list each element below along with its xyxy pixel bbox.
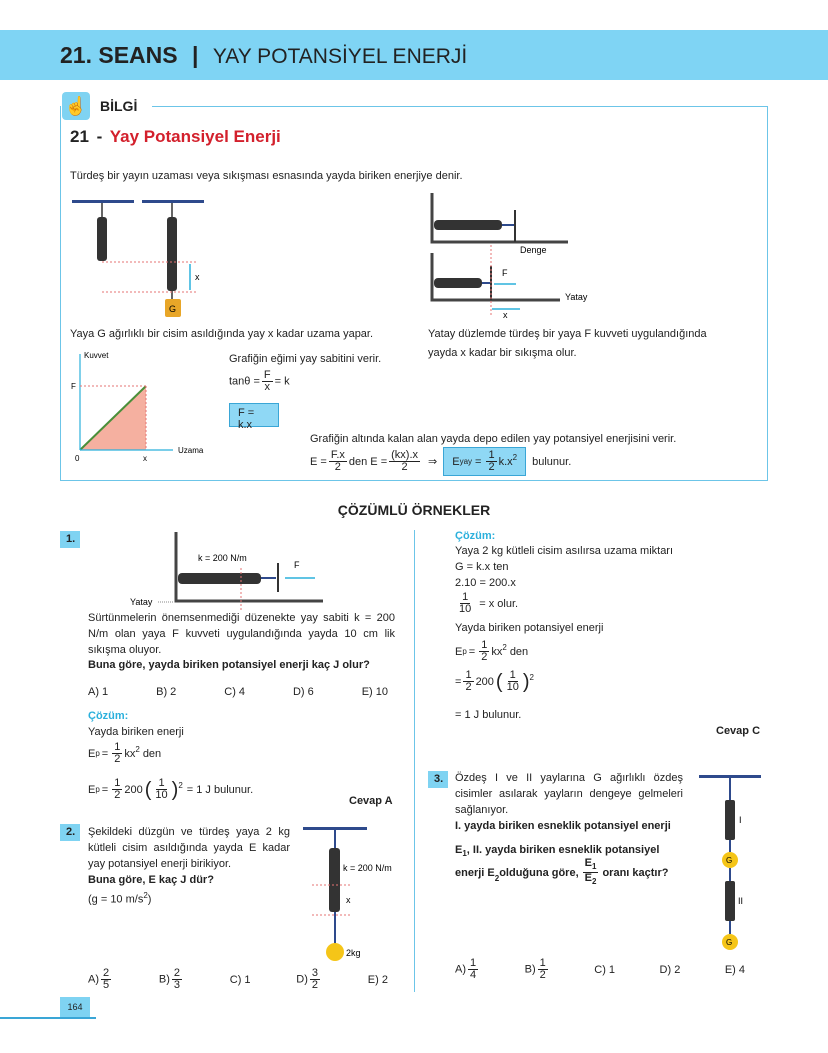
n1: F.x — [330, 449, 345, 461]
bulunur: bulunur. — [532, 455, 572, 468]
session-number: 21. SEANS — [60, 42, 178, 68]
svg-text:F: F — [294, 560, 300, 570]
fig1-caption: Yaya G ağırlıklı bir cisim asıldığında yay x kadar uzama yapar. — [70, 328, 374, 340]
mid: den E = — [348, 455, 388, 468]
kx: k.x — [498, 455, 513, 468]
info-title — [70, 127, 281, 147]
svg-text:G: G — [726, 856, 733, 865]
info-box-top-line — [152, 106, 768, 107]
q1-text: Sürtünmelerin önemsenmediği düzenekte yay sabiti k = 200 N/m olan yaya F kuvveti uygulandığında yayda 10 cm lik sıkışma oluyor. — [88, 612, 395, 656]
horizontal-spring-figure — [428, 190, 598, 320]
title-number: 21 — [70, 127, 89, 146]
sup: 2 — [512, 453, 518, 462]
svg-text:x: x — [195, 272, 200, 282]
svg-text:k = 200 N/m: k = 200 N/m — [198, 553, 247, 563]
info-icon: ☝ — [62, 92, 90, 120]
q2-sol-l1: Yaya 2 kg kütleli cisim asılırsa uzama miktarı — [455, 545, 674, 557]
svg-text:II: II — [738, 896, 744, 906]
q2-sol-l3: 2.10 = 200.x — [455, 577, 516, 589]
q2-answer: Cevap C — [716, 725, 761, 737]
q2-option-a[interactable]: A) $\frac{2}{5}$ — [88, 967, 110, 991]
ten: 10 — [155, 789, 168, 801]
q1-figure — [128, 530, 328, 610]
d2: 2 — [401, 461, 408, 473]
result: = 1 J bulunur. — [186, 783, 254, 796]
p: p — [95, 748, 100, 758]
given-sup: 2 — [143, 891, 148, 900]
q1-sol-line3: E p = $\frac{1}{2}$ 200 ( $\frac{1}{10}$ ) $^2$ = 1 J bulunur. — [88, 777, 254, 801]
one: 1 — [158, 777, 165, 789]
q2-sol-l7: = $\frac{1}{2}$ 200 ( $\frac{1}{10}$ ) $^2$ — [455, 669, 534, 693]
title-separator: | — [192, 42, 199, 68]
q3-options — [455, 958, 745, 981]
d3: 2 — [488, 461, 495, 473]
sq: 2 — [178, 781, 183, 790]
q2-sol-l8: = 1 J bulunur. — [455, 709, 522, 721]
q2-option-e[interactable]: E) 2 — [367, 973, 388, 986]
q1-solution-label: Çözüm: — [88, 710, 129, 722]
two: 2 — [114, 789, 121, 801]
q2-sol-l4: $\frac{1}{10}$ = x olur. — [459, 591, 519, 615]
q2-text: Şekildeki düzgün ve türdeş yaya 2 kg kütleli cisim asıldığında yayda E kadar yay potansiyel enerji birikiyor. — [88, 826, 290, 870]
q3-question-2: $E_1$, II. yayda biriken esneklik potansiyel — [455, 844, 660, 859]
svg-text:G: G — [169, 304, 177, 314]
svg-text:F: F — [71, 382, 76, 391]
two: 2 — [114, 753, 121, 765]
n3: 1 — [488, 449, 495, 461]
q3-option-e[interactable]: E) 4 — [724, 963, 745, 976]
ceiling-bar-1 — [72, 200, 134, 203]
eq: = — [101, 783, 109, 796]
q3-badge: 3. — [428, 771, 448, 788]
q2-options — [88, 968, 388, 991]
q1-option-c[interactable]: C) 4 — [224, 686, 246, 698]
q3-option-b[interactable]: B) $\frac{1}{2}$ — [524, 957, 546, 981]
area-text: Grafiğin altında kalan alan yayda depo edilen yay potansiyel enerjisini verir. — [310, 433, 677, 445]
fig2-caption-2: yayda x kadar bir sıkışma olur. — [428, 347, 577, 359]
q1-options — [88, 684, 388, 700]
mass-ball — [326, 943, 344, 961]
q2-given — [88, 888, 151, 908]
svg-text:F: F — [502, 268, 508, 278]
one: 1 — [114, 741, 121, 753]
q3-option-a[interactable]: A) $\frac{1}{4}$ — [455, 957, 477, 981]
ceiling-bar-2 — [142, 200, 204, 203]
svg-text:Uzama: Uzama — [178, 446, 204, 455]
q2-option-b[interactable]: B) $\frac{2}{3}$ — [158, 967, 180, 991]
sq: 2 — [135, 745, 140, 754]
column-divider — [414, 530, 415, 992]
sub-yay: yay — [459, 456, 473, 466]
one: 1 — [114, 777, 121, 789]
two-hundred: 200 — [124, 783, 143, 796]
fig2-caption-1: Yatay düzlemde türdeş bir yaya F kuvveti uygulandığında — [428, 328, 707, 340]
footer-line — [0, 1017, 96, 1019]
svg-text:2kg: 2kg — [346, 948, 361, 958]
q3-text: Özdeş I ve II yaylarına G ağırlıklı özdeş cisimler asılarak yayların dengeye gelmeleri sağlanıyor. — [455, 772, 683, 816]
title-dash: - — [96, 127, 103, 146]
eq: = — [101, 747, 109, 760]
force-extension-graph — [68, 348, 218, 464]
ep: E — [88, 783, 96, 796]
q2-sol-l6: E p = $\frac{1}{2}$ kx $^2$ den — [455, 639, 529, 663]
hooke-formula-box: F = k.x — [229, 403, 279, 427]
q2-question: Buna göre, E kaç J dür? — [88, 874, 214, 886]
hanging-spring-figure — [68, 195, 218, 325]
session-topic: YAY POTANSİYEL ENERJİ — [212, 45, 468, 68]
q2-figure — [300, 822, 410, 962]
p: p — [95, 784, 100, 794]
svg-text:x: x — [143, 454, 147, 463]
svg-text:x: x — [346, 895, 351, 905]
q2-option-c[interactable]: C) 1 — [229, 973, 251, 986]
svg-text:Denge: Denge — [520, 245, 547, 255]
energy-formula — [310, 447, 571, 476]
q3-question-3: enerji E $_2$ olduğuna göre, $\frac{E_1}{E_2}$ oranı kaçtır? — [455, 857, 669, 887]
q1-answer: Cevap A — [349, 795, 393, 807]
svg-text:Kuvvet: Kuvvet — [84, 351, 109, 360]
q1-option-d[interactable]: D) 6 — [292, 686, 314, 698]
svg-text:k = 200 N/m: k = 200 N/m — [343, 863, 392, 873]
page-title — [60, 42, 467, 69]
tan-den: x — [264, 381, 270, 393]
n2: (kx).x — [391, 449, 419, 461]
q1-option-b[interactable]: B) 2 — [156, 686, 177, 698]
eq: = — [475, 455, 482, 468]
spring-II — [725, 881, 735, 921]
svg-text:Yatay: Yatay — [565, 292, 588, 302]
spring-loaded — [167, 217, 177, 291]
title-text: Yay Potansiyel Enerji — [109, 127, 281, 146]
spring-I — [725, 800, 735, 840]
q1-badge: 1. — [60, 531, 80, 548]
slope-text: Grafiğin eğimi yay sabitini verir. — [229, 353, 382, 365]
svg-text:Yatay: Yatay — [130, 597, 153, 607]
q2-badge: 2. — [60, 824, 80, 841]
q3-figure — [696, 770, 766, 955]
spring-unloaded — [97, 217, 107, 261]
tan-formula — [229, 370, 290, 393]
energy-result-box — [443, 447, 526, 476]
q2-solution-label: Çözüm: — [455, 530, 496, 542]
tan-rhs: = k — [274, 375, 290, 388]
den: den — [142, 747, 162, 760]
svg-text:0: 0 — [75, 454, 80, 463]
q1-sol-line1: Yayda biriken enerji — [88, 726, 184, 738]
svg-text:G: G — [726, 938, 733, 947]
implies-arrow: ⇒ — [428, 455, 438, 468]
q3-option-c[interactable]: C) 1 — [594, 963, 616, 976]
q2-sol-l5: Yayda biriken potansiyel enerji — [455, 622, 604, 634]
given: (g = 10 m/s — [88, 893, 144, 906]
given-end: ) — [147, 893, 152, 906]
svg-text:x: x — [503, 310, 508, 320]
q2-option-d[interactable]: D) $\frac{3}{2}$ — [296, 967, 319, 991]
tan-num: F — [263, 369, 271, 381]
q1-question: Buna göre, yayda biriken potansiyel enerji kaç J olur? — [88, 659, 370, 671]
kx: kx — [124, 747, 136, 760]
q1-option-a[interactable]: A) 1 — [88, 686, 109, 698]
info-label: BİLGİ — [100, 98, 141, 114]
svg-text:I: I — [739, 815, 742, 825]
e1: E = — [310, 455, 327, 468]
q3-option-d[interactable]: D) 2 — [659, 963, 681, 976]
ep: E — [88, 747, 96, 760]
q3-question-1: I. yayda biriken esneklik potansiyel enerji — [455, 820, 671, 832]
q2-sol-l2: G = k.x ten — [455, 561, 509, 573]
d1: 2 — [334, 461, 341, 473]
definition-text: Türdeş bir yayın uzaması veya sıkışması esnasında yayda biriken enerjiye denir. — [70, 170, 463, 182]
tan-lhs: tanθ = — [229, 375, 260, 388]
page-number: 164 — [60, 997, 90, 1017]
q1-option-e[interactable]: E) 10 — [361, 686, 388, 698]
e: E — [452, 455, 460, 468]
solved-examples-heading: ÇÖZÜMLÜ ÖRNEKLER — [337, 502, 491, 518]
q1-sol-line2 — [88, 742, 161, 765]
